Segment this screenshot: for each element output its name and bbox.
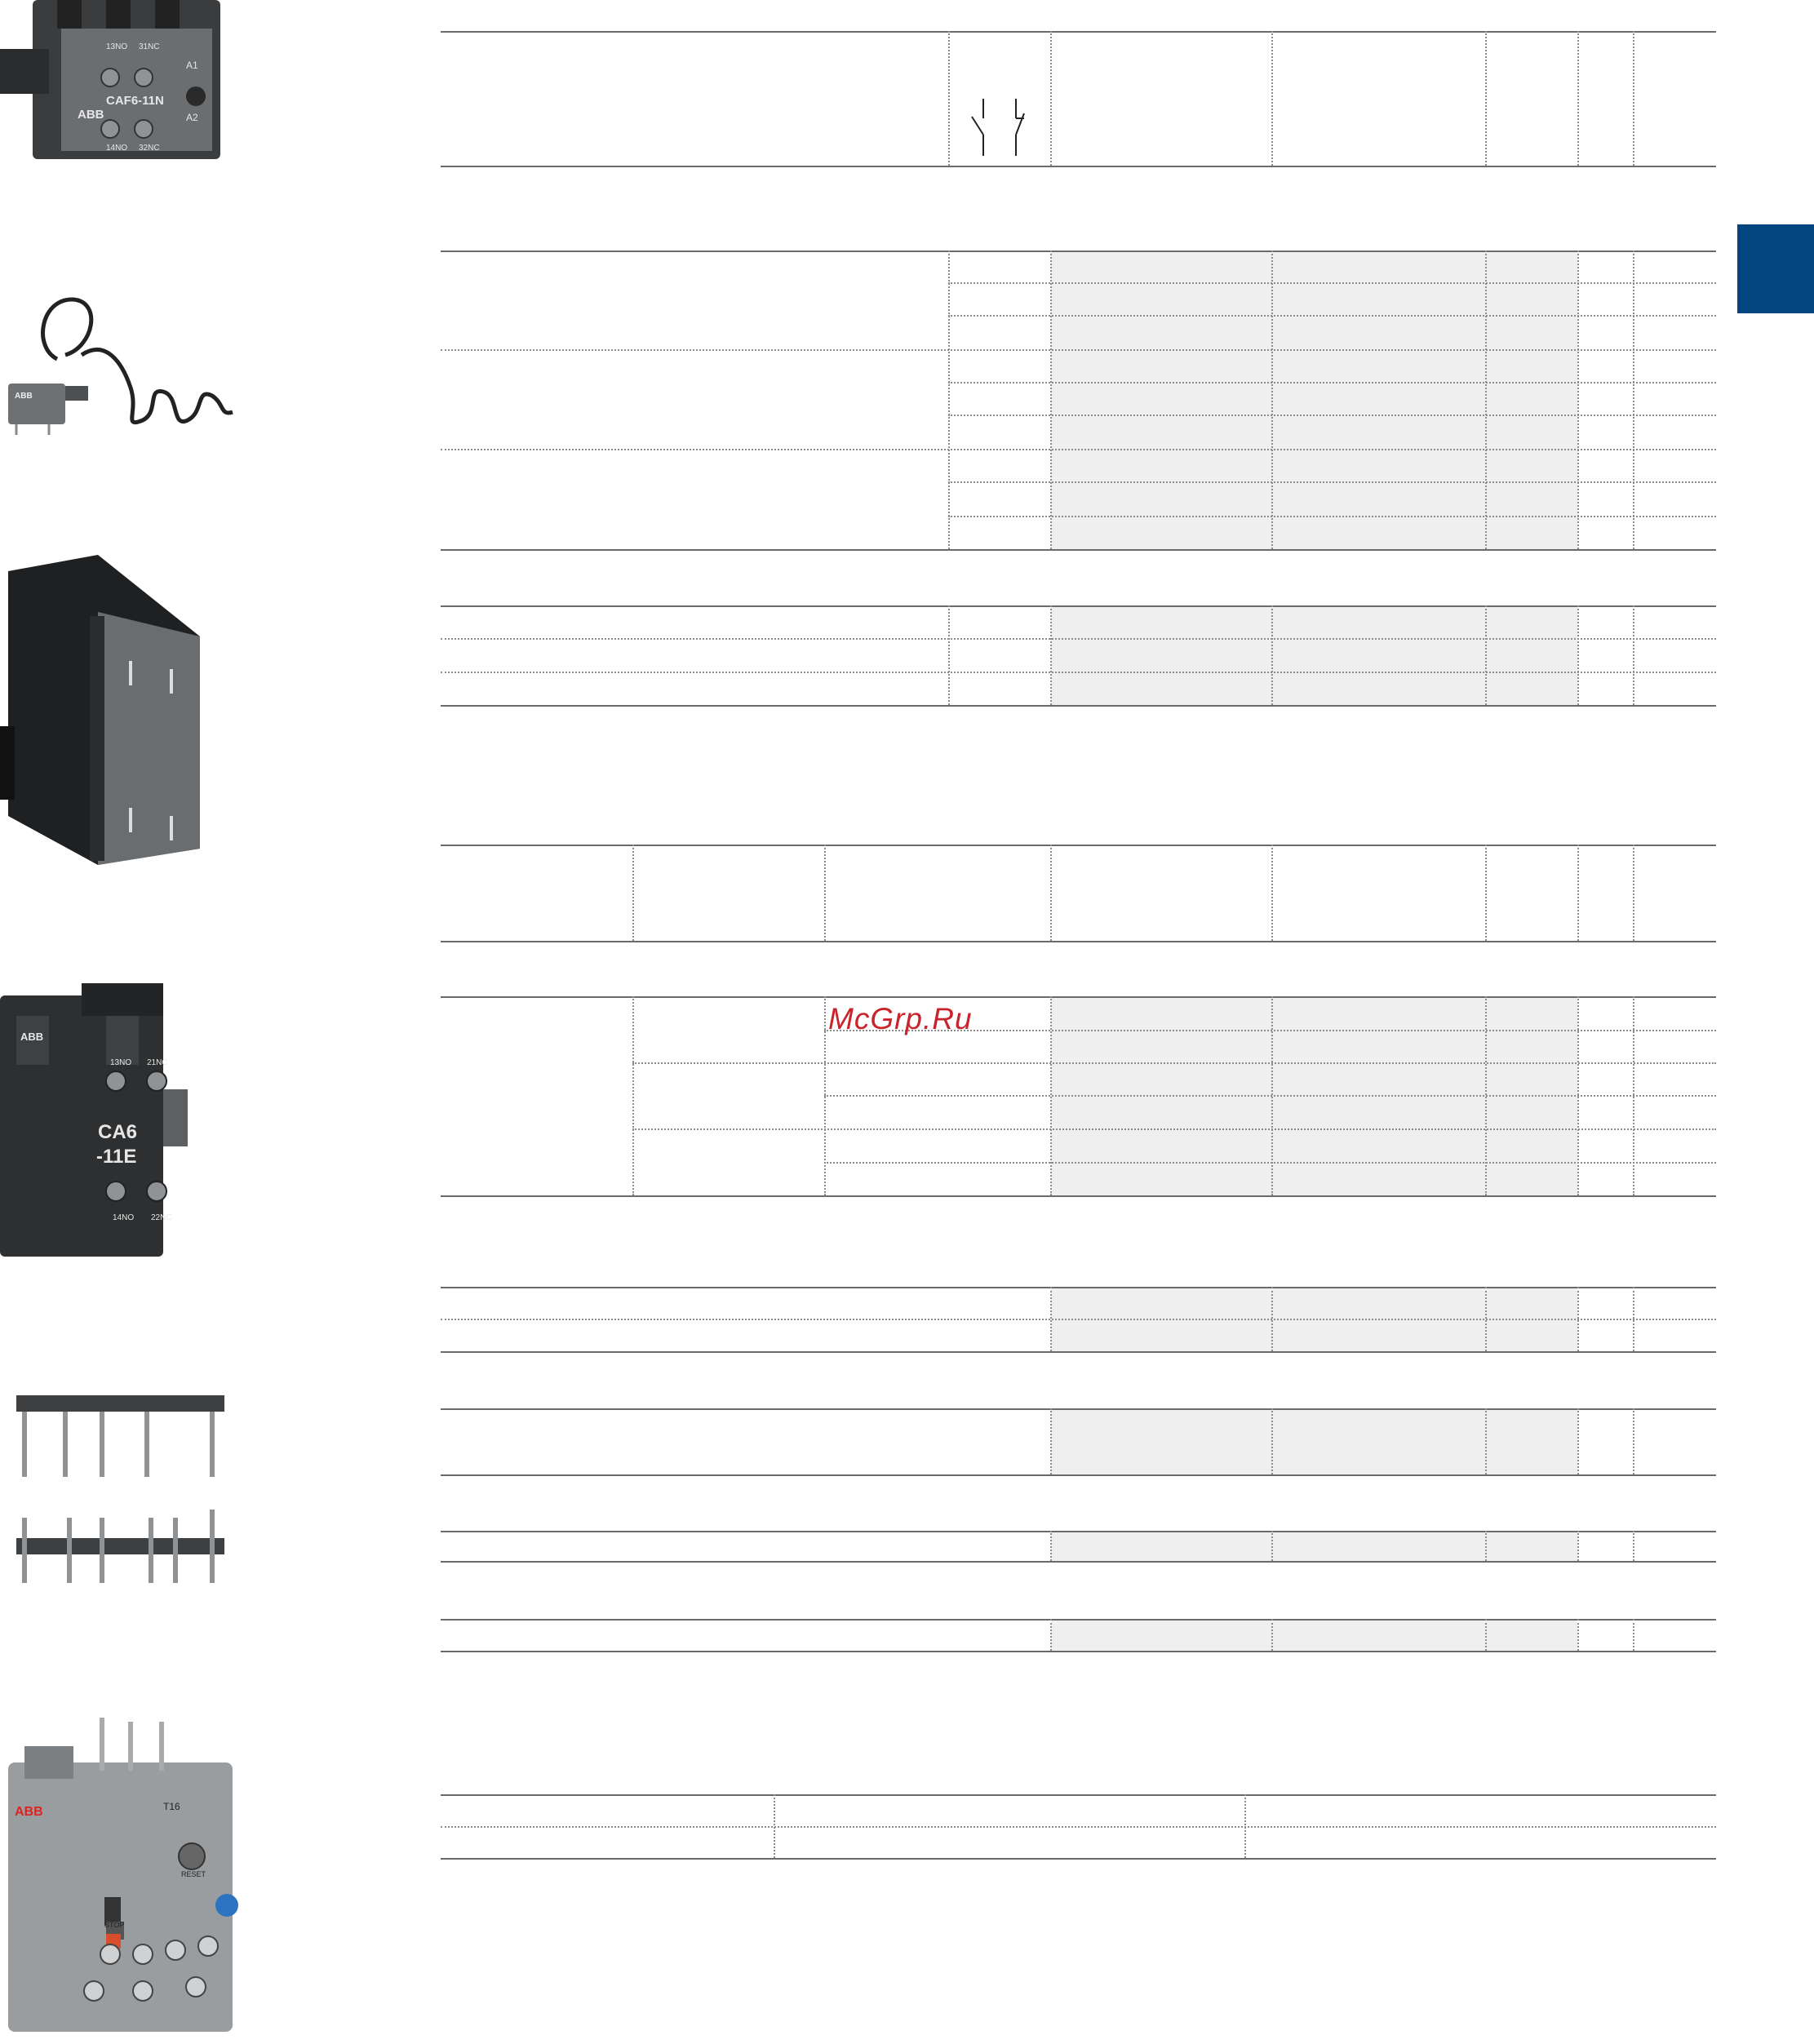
svg-text:A2: A2 — [186, 112, 198, 123]
svg-text:22NC: 22NC — [151, 1213, 172, 1222]
thermal-overload-relay-photo — [0, 1714, 245, 2044]
svg-text:ABB: ABB — [15, 1805, 43, 1819]
watermark-text: McGrp.Ru — [828, 1002, 973, 1035]
link-bars-photo — [8, 1387, 228, 1599]
svg-text:ABB: ABB — [15, 392, 33, 401]
svg-text:32NC: 32NC — [139, 144, 160, 153]
no-nc-contact-symbol-icon — [965, 94, 1031, 163]
svg-text:ABB: ABB — [78, 108, 104, 122]
svg-text:21NC: 21NC — [147, 1058, 168, 1067]
svg-text:T16: T16 — [163, 1801, 180, 1812]
section-tab-marker — [1737, 224, 1814, 313]
surge-suppressor-photo — [0, 290, 245, 445]
svg-text:13NO: 13NO — [106, 42, 128, 51]
svg-text:14NO: 14NO — [113, 1213, 135, 1222]
svg-text:CAF6-11N: CAF6-11N — [106, 94, 164, 108]
svg-text:13NO: 13NO — [110, 1058, 132, 1067]
svg-text:CA6: CA6 — [98, 1121, 138, 1143]
svg-text:-11E: -11E — [96, 1146, 137, 1168]
svg-text:RESET: RESET — [181, 1870, 206, 1878]
caf6-11n-photo — [0, 0, 237, 180]
svg-text:A1: A1 — [186, 60, 198, 71]
svg-text:14NO: 14NO — [106, 144, 128, 153]
ca6-11e-photo — [0, 983, 188, 1261]
svg-text:31NC: 31NC — [139, 42, 160, 51]
svg-text:ABB: ABB — [20, 1031, 44, 1043]
svg-text:STOP: STOP — [104, 1921, 125, 1929]
side-mount-aux-photo — [0, 555, 204, 865]
